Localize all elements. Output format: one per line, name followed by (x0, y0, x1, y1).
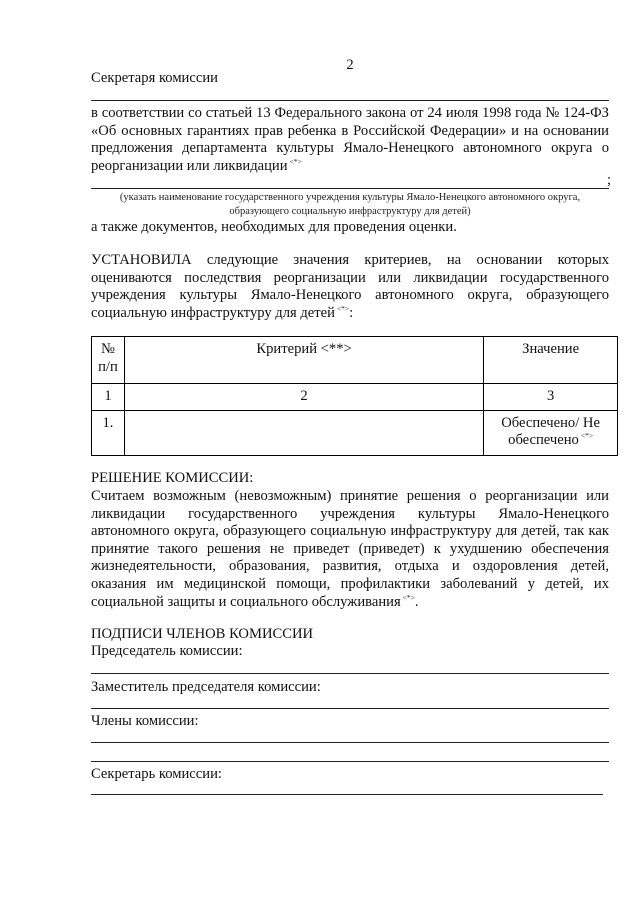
header-value: Значение (484, 337, 618, 384)
members-label: Члены комиссии: (91, 713, 199, 729)
documents-line: а также документов, необходимых для проведения оценки. (91, 219, 457, 235)
decision-paragraph: Считаем возможным (невозможным) принятие решения о реорганизации или ликвидации государственного учреждения культуры Ямало-Ненецкого автономного округа, образующего социальную инфраструктуру для детей, так как принятие такого решения не приведет (приведет) к ухудшению обеспечения жизнедеятельности, образования, развития, отдыха и оздоровления детей, оказания им медицинской помощи, профилактики заболеваний у детей, их социальной защиты и социального обслуживания <*>. (91, 488, 609, 610)
header-num: № п/п (92, 337, 125, 384)
row-value-cell (484, 410, 618, 455)
institution-hint: (указать наименование государственного учреждения культуры Ямало-Ненецкого автономного округа, образующего социальную инфраструктуру для детей) (119, 192, 581, 217)
deputy-label: Заместитель председателя комиссии: (91, 679, 321, 695)
page-number: 2 (346, 57, 354, 73)
footnote-mark: <*> (336, 303, 350, 313)
established-paragraph: УСТАНОВИЛА следующие значения критериев, на основании которых оцениваются последствия реорганизации или ликвидации государственного учреждения культуры Ямало-Ненецкого автономного округа, образующего социальную инфраструктуру для детей <*>: (91, 252, 609, 321)
established-text: УСТАНОВИЛА следующие значения критериев, на основании которых оцениваются последствия реорганизации или ликвидации государственного учреждения культуры Ямало-Ненецкого автономного округа, образующего социальную инфраструктуру для детей (91, 252, 609, 321)
chairman-signature-line (91, 673, 609, 674)
institution-blank-line (91, 188, 609, 189)
semicolon: ; (606, 172, 611, 188)
secretary-heading: Секретаря комиссии (91, 70, 218, 86)
signatures-heading: ПОДПИСИ ЧЛЕНОВ КОМИССИИ (91, 626, 314, 642)
secretary-signature-line (91, 794, 603, 795)
blank-line (91, 100, 609, 101)
header-criterion: Критерий <**> (124, 337, 483, 384)
footnote-mark: <*> (580, 431, 594, 441)
basis-paragraph (91, 105, 609, 175)
table-row (92, 410, 618, 455)
secretary-label: Секретарь комиссии: (91, 766, 222, 782)
decision-text: Считаем возможным (невозможным) принятие решения о реорганизации или ликвидации государственного учреждения культуры Ямало-Ненецкого автономного округа, образующего социальную инфраструктуру для детей, так как принятие такого решения не приведет (приведет) к ухудшению обеспечения жизнедеятельности, образования, развития, отдыха и оздоровления детей, оказания им медицинской помощи, профилактики заболеваний у детей, их социальной защиты и социального обслуживания (91, 488, 609, 610)
footnote-mark: <*> (402, 592, 415, 602)
member-signature-line (91, 761, 609, 762)
row-number: 1. (92, 410, 125, 455)
column-number: 3 (484, 384, 618, 411)
table-header-row (92, 337, 618, 384)
decision-heading: РЕШЕНИЕ КОМИССИИ: (91, 470, 254, 486)
column-number-row (92, 384, 618, 411)
footnote-mark: <*> (289, 156, 302, 166)
column-number: 2 (124, 384, 483, 411)
row-criterion (124, 410, 483, 455)
basis-text: в соответствии со статьей 13 Федерального закона от 24 июля 1998 года № 124-ФЗ «Об основных гарантиях прав ребенка в Российской Федерации» и на основании предложения департамента культуры Ямало-Ненецкого автономного округа о реорганизации или ликвидации (91, 105, 609, 174)
member-signature-line (91, 742, 609, 743)
deputy-signature-line (91, 708, 609, 709)
row-value: Обеспечено/ Не обеспечено (501, 414, 600, 449)
criteria-table (91, 336, 618, 456)
column-number: 1 (92, 384, 125, 411)
chairman-label: Председатель комиссии: (91, 643, 243, 659)
